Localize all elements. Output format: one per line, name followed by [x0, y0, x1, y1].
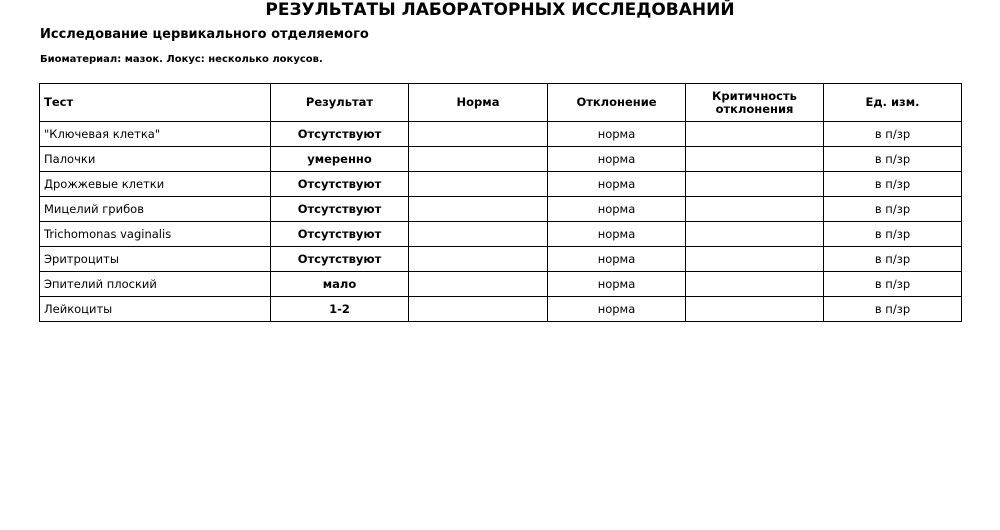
table-row [40, 272, 962, 297]
table-row [40, 247, 962, 272]
cell-test: Мицелий грибов [40, 197, 271, 222]
cell-unit: в п/зр [824, 247, 962, 272]
cell-criticality [686, 122, 824, 147]
table-row [40, 147, 962, 172]
cell-criticality [686, 247, 824, 272]
cell-norm [409, 272, 548, 297]
cell-norm [409, 172, 548, 197]
cell-criticality [686, 272, 824, 297]
header-criticality-line1: Критичность [712, 88, 797, 103]
cell-deviation: норма [548, 172, 686, 197]
cell-unit: в п/зр [824, 222, 962, 247]
cell-result: умеренно [271, 147, 409, 172]
cell-criticality [686, 197, 824, 222]
cell-result: Отсутствуют [271, 197, 409, 222]
cell-unit: в п/зр [824, 197, 962, 222]
cell-test: Эритроциты [40, 247, 271, 272]
results-table [39, 83, 962, 322]
table-header-row [40, 84, 962, 122]
cell-norm [409, 122, 548, 147]
cell-deviation: норма [548, 122, 686, 147]
cell-deviation: норма [548, 297, 686, 322]
cell-deviation: норма [548, 222, 686, 247]
cell-result: Отсутствуют [271, 247, 409, 272]
cell-criticality [686, 172, 824, 197]
table-row [40, 222, 962, 247]
header-unit: Ед. изм. [824, 84, 962, 122]
table-row [40, 122, 962, 147]
cell-deviation: норма [548, 247, 686, 272]
cell-unit: в п/зр [824, 297, 962, 322]
cell-result: Отсутствуют [271, 122, 409, 147]
cell-norm [409, 197, 548, 222]
cell-deviation: норма [548, 197, 686, 222]
cell-test: Лейкоциты [40, 297, 271, 322]
table-row [40, 197, 962, 222]
table-row [40, 172, 962, 197]
cell-deviation: норма [548, 272, 686, 297]
cell-unit: в п/зр [824, 272, 962, 297]
cell-test: Trichomonas vaginalis [40, 222, 271, 247]
cell-test: Дрожжевые клетки [40, 172, 271, 197]
cell-criticality [686, 297, 824, 322]
cell-result: Отсутствуют [271, 172, 409, 197]
biomaterial-info: Биоматериал: мазок. Локус: несколько локусов. [40, 54, 323, 65]
header-result: Результат [271, 84, 409, 122]
header-norm: Норма [409, 84, 548, 122]
cell-unit: в п/зр [824, 122, 962, 147]
cell-norm [409, 297, 548, 322]
cell-test: "Ключевая клетка" [40, 122, 271, 147]
cell-test: Палочки [40, 147, 271, 172]
cell-result: 1-2 [271, 297, 409, 322]
table-row [40, 297, 962, 322]
cell-result: мало [271, 272, 409, 297]
report-title: РЕЗУЛЬТАТЫ ЛАБОРАТОРНЫХ ИССЛЕДОВАНИЙ [265, 0, 735, 20]
cell-test: Эпителий плоский [40, 272, 271, 297]
cell-criticality [686, 222, 824, 247]
section-title: Исследование цервикального отделяемого [40, 27, 369, 42]
cell-norm [409, 147, 548, 172]
cell-result: Отсутствуют [271, 222, 409, 247]
cell-unit: в п/зр [824, 147, 962, 172]
header-deviation: Отклонение [548, 84, 686, 122]
cell-norm [409, 247, 548, 272]
header-criticality-line2: отклонения [715, 101, 794, 116]
header-criticality [686, 84, 824, 122]
cell-unit: в п/зр [824, 172, 962, 197]
cell-norm [409, 222, 548, 247]
cell-criticality [686, 147, 824, 172]
header-test: Тест [40, 84, 271, 122]
cell-deviation: норма [548, 147, 686, 172]
